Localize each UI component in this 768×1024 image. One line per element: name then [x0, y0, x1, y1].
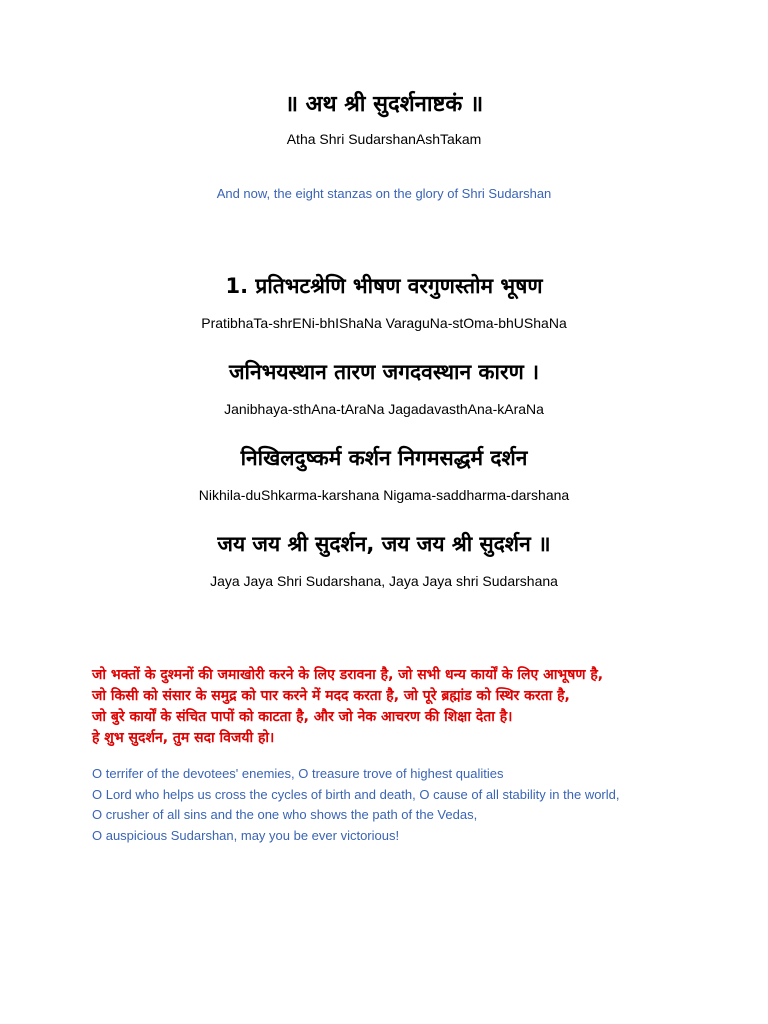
verse-line-3: निखिलदुष्कर्म कर्शन निगमसद्धर्म दर्शन	[240, 446, 528, 470]
english-meaning-line: O auspicious Sudarshan, may you be ever victorious!	[92, 827, 400, 843]
english-meaning	[92, 764, 732, 846]
title-english: And now, the eight stanzas on the glory of Shri Sudarshan	[216, 186, 552, 201]
page-title: ॥ अथ श्री सुदर्शनाष्टकं ॥	[284, 92, 484, 117]
english-meaning-line: O crusher of all sins and the one who shows the path of the Vedas,	[92, 807, 478, 822]
verse-line-4: जय जय श्री सुदर्शन, जय जय श्री सुदर्शन ॥	[217, 532, 551, 556]
verse-line-1: 1. प्रतिभटश्रेणि भीषण वरगुणस्तोम भूषण	[225, 274, 543, 298]
verse-line-2: जनिभयस्थान तारण जगदवस्थान कारण ।	[228, 360, 540, 384]
hindi-meaning-line: हे शुभ सुदर्शन, तुम सदा विजयी हो।	[92, 730, 275, 746]
english-meaning-line: O Lord who helps us cross the cycles of birth and death, O cause of all stability in the world,	[92, 786, 620, 802]
verse-translit-4: Jaya Jaya Shri Sudarshana, Jaya Jaya shri Sudarshana	[210, 573, 558, 589]
hindi-meaning	[92, 665, 732, 749]
hindi-meaning-line: जो किसी को संसार के समुद्र को पार करने में मदद करता है, जो पूरे ब्रह्मांड को स्थिर करता है,	[92, 688, 570, 704]
verse-translit-1: PratibhaTa-shrENi-bhIShaNa VaraguNa-stOma-bhUShaNa	[201, 315, 567, 331]
verse-translit-2: Janibhaya-sthAna-tAraNa JagadavasthAna-kAraNa	[224, 401, 544, 417]
title-transliteration: Atha Shri SudarshanAshTakam	[286, 131, 482, 147]
hindi-meaning-line: जो बुरे कार्यों के संचित पापों को काटता है, और जो नेक आचरण की शिक्षा देता है।	[92, 709, 513, 725]
english-meaning-line: O terrifer of the devotees' enemies, O treasure trove of highest qualities	[92, 766, 504, 781]
verse-translit-3: Nikhila-duShkarma-karshana Nigama-saddharma-darshana	[198, 487, 570, 503]
hindi-meaning-line: जो भक्तों के दुश्मनों की जमाखोरी करने के लिए डरावना है, जो सभी धन्य कार्यों के लिए आभूषण है,	[92, 667, 604, 683]
